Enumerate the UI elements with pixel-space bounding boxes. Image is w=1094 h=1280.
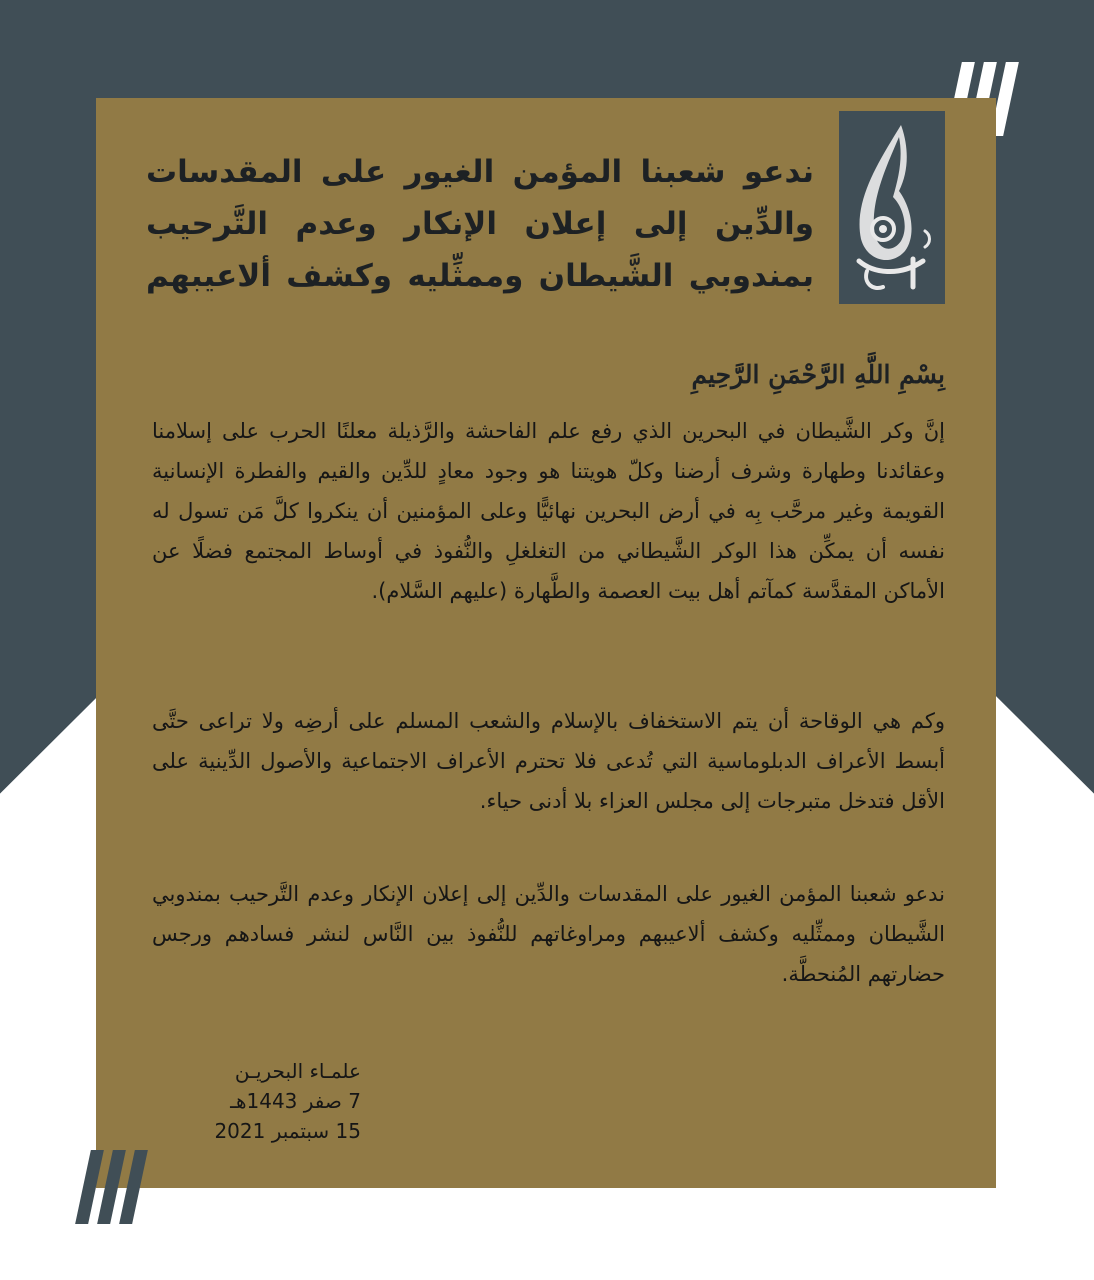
paragraph-1: إنَّ وكر الشَّيطان في البحرين الذي رفع علم الفاحشة والرَّذيلة معلنًا الحرب على إسلامنا وعقائدنا وطهارة وشرف أرضنا وكلّ هويتنا هو وجود معادٍ للدِّين والقيم والفطرة الإنسانية القويمة وغير مرحَّب بِه في أرض البحرين نهائيًّا وعلى المؤمنين أن ينكروا كلَّ مَن تسول له نفسه أن يمكِّن هذا الوكر الشَّيطاني من التغلغلِ والنُّفوذ في أوساط المجتمع فضلًا عن الأماكن المقدَّسة كمآتم أهل بيت العصمة والطَّهارة (عليهم السَّلام). <box>152 419 945 603</box>
paragraph-3: ندعو شعبنا المؤمن الغيور على المقدسات والدِّين إلى إعلان الإنكار وعدم التَّرحيب بمندوبي الشَّيطان وممثِّليه وكشف ألاعيبهم ومراوغاتهم للنُّفوذ بين النَّاس لنشر فسادهم ورجس حضارتهم المُنحطَّة. <box>152 882 945 986</box>
statement-card <box>96 98 996 1188</box>
signature-gregorian-date: 15 سبتمبر 2021 <box>214 1119 361 1143</box>
signature-hijri-date: 7 صفر 1443هـ <box>230 1089 361 1113</box>
decorative-stripes-bottom <box>83 1150 140 1224</box>
headline: ندعو شعبنا المؤمن الغيور على المقدسات والدِّين إلى إعلان الإنكار وعدم التَّرحيب بمندوبي الشَّيطان وممثِّليه وكشف ألاعيبهم <box>146 154 814 294</box>
paragraph-1-container <box>152 411 945 611</box>
basmala: بِسْمِ اللَّهِ الرَّحْمَنِ الرَّحِيمِ <box>691 360 945 389</box>
paragraph-2-container <box>152 701 945 821</box>
ulama-calligraphy-logo-icon <box>839 111 945 304</box>
paragraph-2: وكم هي الوقاحة أن يتم الاستخفاف بالإسلام والشعب المسلم على أرضِه ولا تراعى حتَّى أبسط الأعراف الدبلوماسية التي تُدعى فلا تحترم الأعراف الاجتماعية والأصول الدِّينية على الأقل فتدخل متبرجات إلى مجلس العزاء بلا أدنى حياء. <box>152 709 945 813</box>
paragraph-3-container <box>152 874 945 994</box>
signature-org: علمـاء البحريـن <box>234 1059 361 1083</box>
logo <box>839 111 945 304</box>
signature-block <box>161 1056 361 1146</box>
